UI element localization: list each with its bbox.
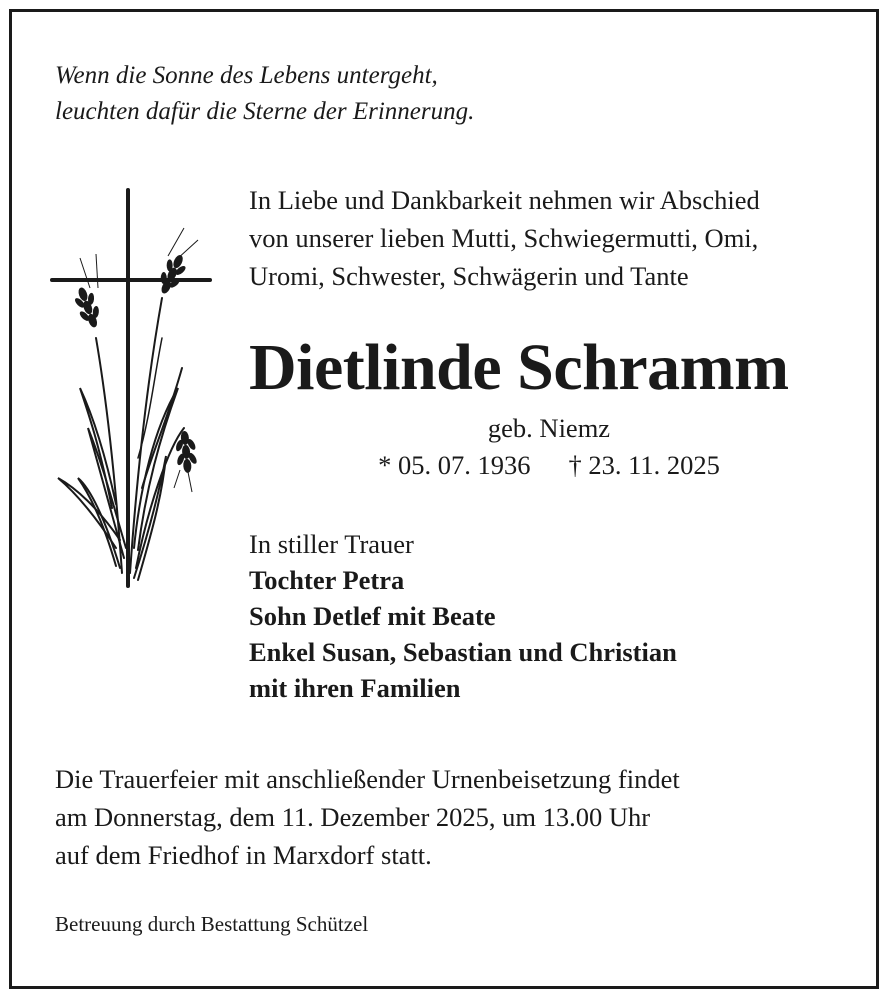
mourners-block	[249, 526, 677, 706]
ceremony-line: am Donnerstag, dem 11. Dezember 2025, um 13.00 Uhr	[55, 802, 651, 832]
intro-line: In Liebe und Dankbarkeit nehmen wir Abschied	[249, 185, 760, 215]
cross-with-wheat-icon	[50, 188, 215, 588]
undertaker-note: Betreuung durch Bestattung Schützel	[55, 912, 369, 936]
mourner-line: Sohn Detlef mit Beate	[249, 601, 496, 631]
life-dates	[249, 447, 849, 483]
deceased-name: Dietlinde Schramm	[249, 331, 789, 404]
quote-line: Wenn die Sonne des Lebens untergeht,	[55, 62, 438, 89]
ceremony-line: Die Trauerfeier mit anschließender Urnenbeisetzung findet	[55, 764, 680, 794]
funeral-details	[55, 760, 680, 874]
mourner-line: Enkel Susan, Sebastian und Christian	[249, 637, 677, 667]
mourning-heading: In stiller Trauer	[249, 529, 414, 559]
birth-name: geb. Niemz	[487, 413, 611, 443]
mourner-line: mit ihren Familien	[249, 673, 461, 703]
farewell-intro	[249, 181, 760, 295]
quote-line: leuchten dafür die Sterne der Erinnerung.	[55, 98, 475, 125]
death-date: † 23. 11. 2025	[568, 450, 720, 480]
mourner-line: Tochter Petra	[249, 565, 405, 595]
birth-date: * 05. 07. 1936	[378, 450, 531, 480]
intro-line: von unserer lieben Mutti, Schwiegermutti, Omi,	[249, 223, 759, 253]
ceremony-line: auf dem Friedhof in Marxdorf statt.	[55, 840, 432, 870]
memorial-quote	[55, 58, 474, 130]
intro-line: Uromi, Schwester, Schwägerin und Tante	[249, 261, 689, 291]
